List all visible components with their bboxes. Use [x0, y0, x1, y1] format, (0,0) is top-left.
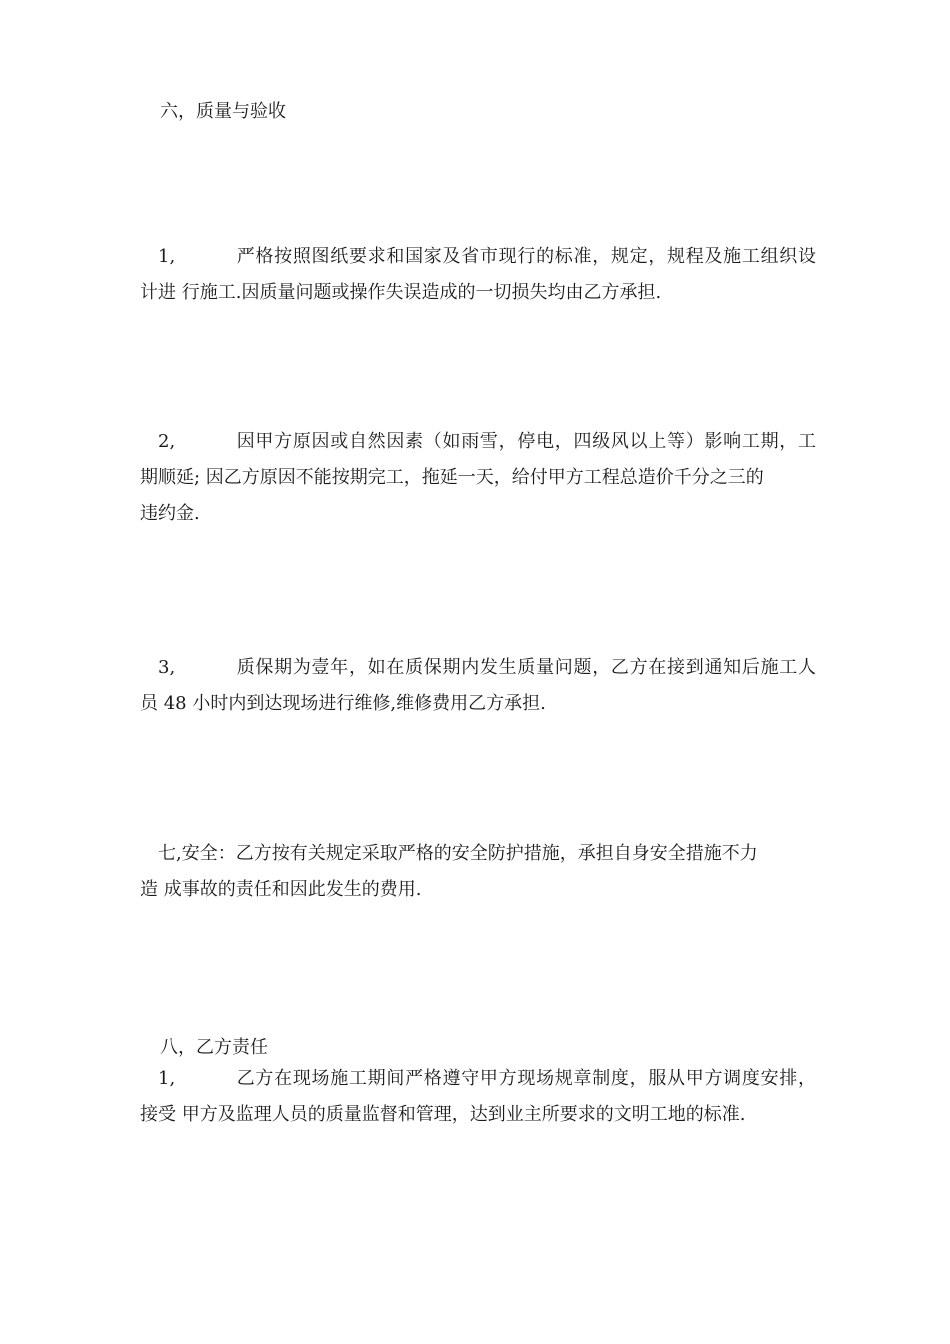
paragraph-line: [140, 1061, 816, 1097]
item-text: 严格按照图纸要求和国家及省市现行的标准，规定，规程及施工组织设: [236, 246, 816, 267]
section-six-item-3: [140, 650, 816, 722]
item-number: 1,: [158, 1068, 176, 1089]
item-number: 3,: [158, 657, 176, 678]
section-eight-item-1: [140, 1061, 816, 1133]
item-number: 1,: [158, 246, 176, 267]
paragraph-line: 造 成事故的责任和因此发生的费用.: [140, 879, 422, 900]
section-six-item-2: [140, 424, 816, 532]
section-eight-heading: 八，乙方责任: [160, 1037, 268, 1058]
paragraph-line: 计进 行施工.因质量问题或操作失误造成的一切损失均由乙方承担.: [140, 282, 662, 303]
section-six-heading: 六，质量与验收: [160, 101, 286, 122]
paragraph-line: 七,安全：乙方按有关规定采取严格的安全防护措施，承担自身安全措施不力: [158, 843, 758, 864]
item-text: 乙方在现场施工期间严格遵守甲方现场规章制度，服从甲方调度安排，: [236, 1068, 816, 1089]
item-number: 2,: [158, 431, 176, 452]
section-six-item-1: [140, 239, 816, 311]
paragraph-line: 违约金.: [140, 503, 200, 524]
paragraph-line: 期顺延; 因乙方原因不能按期完工，拖延一天，给付甲方工程总造价千分之三的: [140, 467, 764, 488]
paragraph-line: [140, 239, 816, 275]
paragraph-line: 员 48 小时内到达现场进行维修,维修费用乙方承担.: [140, 693, 546, 714]
paragraph-line: [140, 650, 816, 686]
paragraph-line: [140, 424, 816, 460]
item-text: 因甲方原因或自然因素（如雨雪，停电，四级风以上等）影响工期，工: [236, 431, 816, 452]
section-seven: [140, 836, 816, 908]
item-text: 质保期为壹年，如在质保期内发生质量问题，乙方在接到通知后施工人: [236, 657, 816, 678]
paragraph-line: 接受 甲方及监理人员的质量监督和管理，达到业主所要求的文明工地的标准.: [140, 1104, 746, 1125]
